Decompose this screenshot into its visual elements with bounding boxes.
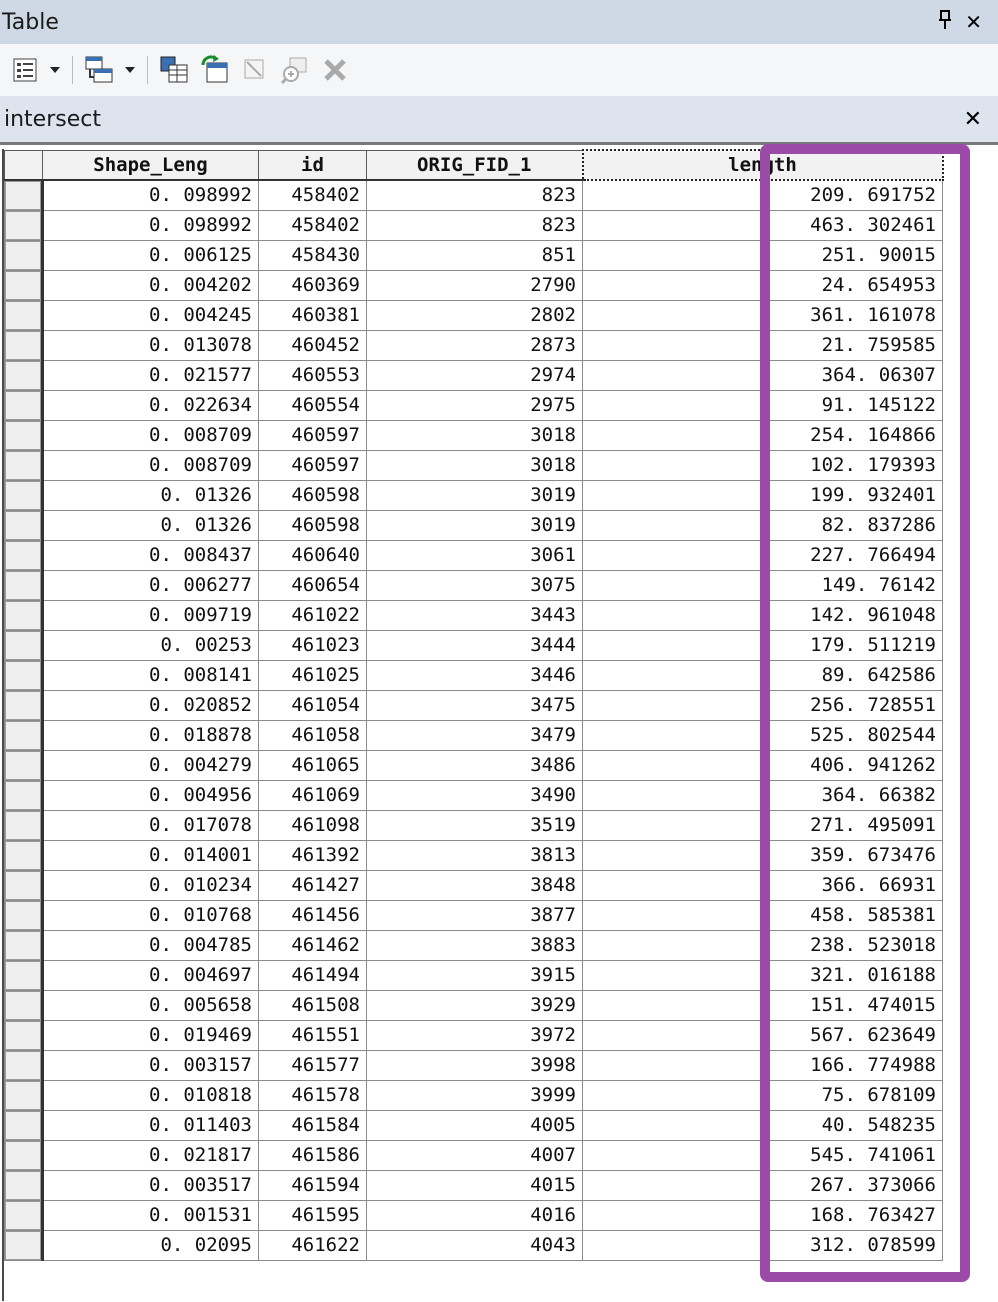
row-selector-box [5, 961, 41, 990]
row-selector[interactable] [5, 1140, 43, 1170]
table-row[interactable] [5, 750, 943, 780]
cell-length[interactable]: 82. 837286 [583, 510, 943, 540]
cell-orig-fid-1[interactable]: 823 [367, 180, 583, 210]
row-selector[interactable] [5, 330, 43, 360]
cell-length[interactable]: 525. 802544 [583, 720, 943, 750]
cell-length[interactable]: 91. 145122 [583, 390, 943, 420]
table-row[interactable] [5, 900, 943, 930]
table-row[interactable] [5, 780, 943, 810]
table-row[interactable] [5, 990, 943, 1020]
row-selector-box [5, 1201, 41, 1230]
cell-length[interactable]: 238. 523018 [583, 930, 943, 960]
table-row[interactable] [5, 1050, 943, 1080]
delete-selected-icon[interactable] [318, 53, 352, 87]
cell-length[interactable]: 406. 941262 [583, 750, 943, 780]
row-selector[interactable] [5, 960, 43, 990]
column-header-orig-fid-1[interactable]: ORIG_FID_1 [367, 150, 583, 180]
table-row[interactable] [5, 720, 943, 750]
cell-orig-fid-1[interactable]: 3446 [367, 660, 583, 690]
cell-shape-leng[interactable]: 0. 003517 [43, 1170, 259, 1200]
cell-id[interactable]: 461551 [259, 1020, 367, 1050]
cell-shape-leng[interactable]: 0. 006125 [43, 240, 259, 270]
cell-shape-leng[interactable]: 0. 021817 [43, 1140, 259, 1170]
cell-length[interactable]: 359. 673476 [583, 840, 943, 870]
pin-icon[interactable] [937, 10, 953, 35]
cell-id[interactable]: 460654 [259, 570, 367, 600]
cell-orig-fid-1[interactable]: 4007 [367, 1140, 583, 1170]
table-row[interactable] [5, 360, 943, 390]
cell-length[interactable]: 142. 961048 [583, 600, 943, 630]
cell-shape-leng[interactable]: 0. 004202 [43, 270, 259, 300]
cell-id[interactable]: 461577 [259, 1050, 367, 1080]
row-selector[interactable] [5, 810, 43, 840]
row-selector-box [5, 781, 41, 810]
cell-orig-fid-1[interactable]: 3519 [367, 810, 583, 840]
row-selector[interactable] [5, 1050, 43, 1080]
cell-id[interactable]: 461456 [259, 900, 367, 930]
table-row[interactable] [5, 960, 943, 990]
cell-id[interactable]: 461069 [259, 780, 367, 810]
row-selector[interactable] [5, 1080, 43, 1110]
cell-shape-leng[interactable]: 0. 022634 [43, 390, 259, 420]
cell-length[interactable]: 151. 474015 [583, 990, 943, 1020]
table-row[interactable] [5, 630, 943, 660]
cell-orig-fid-1[interactable]: 823 [367, 210, 583, 240]
cell-length[interactable]: 89. 642586 [583, 660, 943, 690]
table-row[interactable] [5, 570, 943, 600]
cell-orig-fid-1[interactable]: 3486 [367, 750, 583, 780]
cell-length[interactable]: 271. 495091 [583, 810, 943, 840]
cell-id[interactable]: 460598 [259, 480, 367, 510]
table-row[interactable] [5, 210, 943, 240]
cell-length[interactable]: 40. 548235 [583, 1110, 943, 1140]
cell-id[interactable]: 460554 [259, 390, 367, 420]
cell-shape-leng[interactable]: 0. 011403 [43, 1110, 259, 1140]
cell-orig-fid-1[interactable]: 3018 [367, 420, 583, 450]
cell-length[interactable]: 199. 932401 [583, 480, 943, 510]
cell-orig-fid-1[interactable]: 2974 [367, 360, 583, 390]
cell-orig-fid-1[interactable]: 3061 [367, 540, 583, 570]
select-by-attributes-icon[interactable] [158, 53, 192, 87]
cell-shape-leng[interactable]: 0. 01326 [43, 480, 259, 510]
cell-orig-fid-1[interactable]: 3877 [367, 900, 583, 930]
cell-orig-fid-1[interactable]: 3479 [367, 720, 583, 750]
row-selector[interactable] [5, 1170, 43, 1200]
row-selector[interactable] [5, 240, 43, 270]
cell-shape-leng[interactable]: 0. 004956 [43, 780, 259, 810]
cell-length[interactable]: 168. 763427 [583, 1200, 943, 1230]
cell-orig-fid-1[interactable]: 3490 [367, 780, 583, 810]
cell-id[interactable]: 460640 [259, 540, 367, 570]
cell-length[interactable]: 361. 161078 [583, 300, 943, 330]
cell-orig-fid-1[interactable]: 4005 [367, 1110, 583, 1140]
cell-id[interactable]: 458430 [259, 240, 367, 270]
table-row[interactable] [5, 1020, 943, 1050]
close-icon[interactable]: ✕ [963, 106, 982, 132]
row-selector-box [5, 211, 41, 240]
cell-shape-leng[interactable]: 0. 005658 [43, 990, 259, 1020]
window-titlebar [0, 0, 998, 44]
cell-orig-fid-1[interactable]: 3075 [367, 570, 583, 600]
table-row[interactable] [5, 510, 943, 540]
cell-orig-fid-1[interactable]: 2802 [367, 300, 583, 330]
row-selector[interactable] [5, 1200, 43, 1230]
column-header-shape-leng[interactable]: Shape_Leng [43, 150, 259, 180]
row-selector[interactable] [5, 390, 43, 420]
cell-shape-leng[interactable]: 0. 010818 [43, 1080, 259, 1110]
table-row[interactable] [5, 1200, 943, 1230]
row-selector[interactable] [5, 510, 43, 540]
row-selector-box [5, 241, 41, 270]
row-selector-box [5, 991, 41, 1020]
row-selector-box [5, 451, 41, 480]
row-selector-box [5, 631, 41, 660]
row-selector-box [5, 421, 41, 450]
table-row[interactable] [5, 660, 943, 690]
cell-shape-leng[interactable]: 0. 013078 [43, 330, 259, 360]
cell-shape-leng[interactable]: 0. 003157 [43, 1050, 259, 1080]
cell-shape-leng[interactable]: 0. 014001 [43, 840, 259, 870]
cell-shape-leng[interactable]: 0. 098992 [43, 210, 259, 240]
cell-shape-leng[interactable]: 0. 009719 [43, 600, 259, 630]
row-selector-box [5, 361, 41, 390]
table-row[interactable] [5, 1230, 943, 1260]
cell-id[interactable]: 460369 [259, 270, 367, 300]
table-row[interactable] [5, 270, 943, 300]
dropdown-arrow-icon[interactable] [48, 53, 62, 87]
close-icon[interactable]: ✕ [965, 10, 982, 34]
table-row[interactable] [5, 870, 943, 900]
row-selector-box [5, 1231, 41, 1260]
cell-orig-fid-1[interactable]: 851 [367, 240, 583, 270]
row-selector[interactable] [5, 840, 43, 870]
clear-selection-icon[interactable] [238, 53, 272, 87]
row-selector-header[interactable] [5, 150, 43, 180]
cell-length[interactable]: 21. 759585 [583, 330, 943, 360]
row-selector[interactable] [5, 660, 43, 690]
row-selector-box [5, 1051, 41, 1080]
cell-id[interactable]: 458402 [259, 210, 367, 240]
cell-length[interactable]: 149. 76142 [583, 570, 943, 600]
row-selector-box [5, 1021, 41, 1050]
row-selector[interactable] [5, 780, 43, 810]
row-selector-box [5, 901, 41, 930]
cell-shape-leng[interactable]: 0. 02095 [43, 1230, 259, 1260]
table-row[interactable] [5, 450, 943, 480]
cell-length[interactable]: 545. 741061 [583, 1140, 943, 1170]
toolbar-separator [147, 56, 148, 84]
table-row[interactable] [5, 240, 943, 270]
cell-id[interactable]: 461586 [259, 1140, 367, 1170]
table-header-row [5, 150, 943, 180]
row-selector-box [5, 391, 41, 420]
cell-id[interactable]: 460452 [259, 330, 367, 360]
cell-id[interactable]: 461594 [259, 1170, 367, 1200]
cell-shape-leng[interactable]: 0. 020852 [43, 690, 259, 720]
cell-length[interactable]: 364. 66382 [583, 780, 943, 810]
cell-orig-fid-1[interactable]: 3998 [367, 1050, 583, 1080]
cell-shape-leng[interactable]: 0. 008141 [43, 660, 259, 690]
row-selector-box [5, 331, 41, 360]
cell-length[interactable]: 312. 078599 [583, 1230, 943, 1260]
cell-id[interactable]: 461054 [259, 690, 367, 720]
cell-length[interactable]: 166. 774988 [583, 1050, 943, 1080]
cell-id[interactable]: 461427 [259, 870, 367, 900]
switch-selection-icon[interactable] [198, 53, 232, 87]
cell-id[interactable]: 460597 [259, 450, 367, 480]
row-selector-box [5, 181, 41, 210]
cell-length[interactable]: 251. 90015 [583, 240, 943, 270]
cell-id[interactable]: 460381 [259, 300, 367, 330]
cell-id[interactable]: 461595 [259, 1200, 367, 1230]
table-row[interactable] [5, 930, 943, 960]
row-selector[interactable] [5, 270, 43, 300]
column-header-id[interactable]: id [259, 150, 367, 180]
row-selector[interactable] [5, 570, 43, 600]
row-selector-box [5, 931, 41, 960]
row-selector-box [5, 661, 41, 690]
dropdown-arrow-icon[interactable] [123, 53, 137, 87]
cell-shape-leng[interactable]: 0. 00253 [43, 630, 259, 660]
row-selector[interactable] [5, 210, 43, 240]
row-selector[interactable] [5, 180, 43, 210]
cell-orig-fid-1[interactable]: 4016 [367, 1200, 583, 1230]
row-selector-box [5, 691, 41, 720]
cell-length[interactable]: 458. 585381 [583, 900, 943, 930]
cell-orig-fid-1[interactable]: 3915 [367, 960, 583, 990]
table-options-icon[interactable] [8, 53, 42, 87]
cell-shape-leng[interactable]: 0. 004697 [43, 960, 259, 990]
cell-orig-fid-1[interactable]: 3999 [367, 1080, 583, 1110]
cell-shape-leng[interactable]: 0. 010234 [43, 870, 259, 900]
row-selector[interactable] [5, 360, 43, 390]
cell-id[interactable]: 458402 [259, 180, 367, 210]
window-controls [937, 10, 998, 35]
cell-orig-fid-1[interactable]: 2975 [367, 390, 583, 420]
row-selector-box [5, 871, 41, 900]
cell-shape-leng[interactable]: 0. 010768 [43, 900, 259, 930]
cell-id[interactable]: 461584 [259, 1110, 367, 1140]
row-selector[interactable] [5, 900, 43, 930]
cell-id[interactable]: 461025 [259, 660, 367, 690]
cell-shape-leng[interactable]: 0. 008709 [43, 450, 259, 480]
cell-id[interactable]: 460597 [259, 420, 367, 450]
row-selector-box [5, 571, 41, 600]
cell-orig-fid-1[interactable]: 3019 [367, 480, 583, 510]
cell-id[interactable]: 461508 [259, 990, 367, 1020]
table-row[interactable] [5, 810, 943, 840]
cell-shape-leng[interactable]: 0. 008709 [43, 420, 259, 450]
row-selector[interactable] [5, 630, 43, 660]
column-header-length[interactable]: length [583, 150, 943, 180]
cell-id[interactable]: 461392 [259, 840, 367, 870]
table-tab[interactable] [0, 96, 998, 142]
row-selector[interactable] [5, 300, 43, 330]
cell-id[interactable]: 460553 [259, 360, 367, 390]
cell-shape-leng[interactable]: 0. 006277 [43, 570, 259, 600]
row-selector[interactable] [5, 480, 43, 510]
row-selector[interactable] [5, 420, 43, 450]
table-row[interactable] [5, 1110, 943, 1140]
cell-orig-fid-1[interactable]: 3813 [367, 840, 583, 870]
cell-shape-leng[interactable]: 0. 01326 [43, 510, 259, 540]
row-selector[interactable] [5, 720, 43, 750]
cell-length[interactable]: 321. 016188 [583, 960, 943, 990]
table-tab-name: intersect [4, 106, 101, 132]
row-selector[interactable] [5, 600, 43, 630]
row-selector-box [5, 811, 41, 840]
cell-shape-leng[interactable]: 0. 004245 [43, 300, 259, 330]
cell-orig-fid-1[interactable]: 3019 [367, 510, 583, 540]
table-row[interactable] [5, 390, 943, 420]
cell-orig-fid-1[interactable]: 3929 [367, 990, 583, 1020]
cell-shape-leng[interactable]: 0. 021577 [43, 360, 259, 390]
table-row[interactable] [5, 600, 943, 630]
row-selector[interactable] [5, 690, 43, 720]
cell-shape-leng[interactable]: 0. 004785 [43, 930, 259, 960]
row-selector-box [5, 511, 41, 540]
window-title: Table [2, 9, 59, 35]
cell-id[interactable]: 461065 [259, 750, 367, 780]
row-selector[interactable] [5, 540, 43, 570]
cell-length[interactable]: 567. 623649 [583, 1020, 943, 1050]
row-selector-box [5, 1111, 41, 1140]
table-row[interactable] [5, 1170, 943, 1200]
related-tables-icon[interactable] [83, 53, 117, 87]
row-selector[interactable] [5, 1230, 43, 1260]
table-toolbar [0, 44, 998, 96]
table-row[interactable] [5, 1140, 943, 1170]
row-selector-box [5, 841, 41, 870]
attribute-table [4, 149, 944, 1261]
cell-length[interactable]: 75. 678109 [583, 1080, 943, 1110]
row-selector-box [5, 1171, 41, 1200]
cell-orig-fid-1[interactable]: 4043 [367, 1230, 583, 1260]
zoom-to-selected-icon[interactable] [278, 53, 312, 87]
row-selector-box [5, 541, 41, 570]
cell-length[interactable]: 227. 766494 [583, 540, 943, 570]
cell-orig-fid-1[interactable]: 2873 [367, 330, 583, 360]
cell-shape-leng[interactable]: 0. 001531 [43, 1200, 259, 1230]
cell-length[interactable]: 463. 302461 [583, 210, 943, 240]
table-row[interactable] [5, 1080, 943, 1110]
cell-orig-fid-1[interactable]: 3848 [367, 870, 583, 900]
attribute-grid [0, 142, 998, 1302]
row-selector-box [5, 1081, 41, 1110]
table-row[interactable] [5, 840, 943, 870]
cell-orig-fid-1[interactable]: 4015 [367, 1170, 583, 1200]
cell-length[interactable]: 364. 06307 [583, 360, 943, 390]
grid-area [2, 149, 996, 1301]
cell-length[interactable]: 267. 373066 [583, 1170, 943, 1200]
row-selector-box [5, 271, 41, 300]
row-selector-box [5, 481, 41, 510]
cell-length[interactable]: 24. 654953 [583, 270, 943, 300]
row-selector[interactable] [5, 450, 43, 480]
row-selector[interactable] [5, 930, 43, 960]
cell-orig-fid-1[interactable]: 2790 [367, 270, 583, 300]
row-selector-box [5, 751, 41, 780]
cell-length[interactable]: 209. 691752 [583, 180, 943, 210]
cell-shape-leng[interactable]: 0. 004279 [43, 750, 259, 780]
toolbar-separator [72, 56, 73, 84]
table-row[interactable] [5, 330, 943, 360]
cell-id[interactable]: 461622 [259, 1230, 367, 1260]
row-selector-box [5, 721, 41, 750]
cell-length[interactable]: 366. 66931 [583, 870, 943, 900]
table-row[interactable] [5, 420, 943, 450]
row-selector[interactable] [5, 1020, 43, 1050]
cell-shape-leng[interactable]: 0. 008437 [43, 540, 259, 570]
row-selector-box [5, 1141, 41, 1170]
cell-length[interactable]: 256. 728551 [583, 690, 943, 720]
table-row[interactable] [5, 690, 943, 720]
cell-orig-fid-1[interactable]: 3972 [367, 1020, 583, 1050]
row-selector[interactable] [5, 870, 43, 900]
cell-id[interactable]: 461494 [259, 960, 367, 990]
cell-orig-fid-1[interactable]: 3018 [367, 450, 583, 480]
cell-length[interactable]: 102. 179393 [583, 450, 943, 480]
cell-id[interactable]: 461462 [259, 930, 367, 960]
cell-orig-fid-1[interactable]: 3443 [367, 600, 583, 630]
cell-orig-fid-1[interactable]: 3883 [367, 930, 583, 960]
cell-id[interactable]: 460598 [259, 510, 367, 540]
cell-shape-leng[interactable]: 0. 098992 [43, 180, 259, 210]
cell-length[interactable]: 254. 164866 [583, 420, 943, 450]
row-selector[interactable] [5, 750, 43, 780]
cell-shape-leng[interactable]: 0. 019469 [43, 1020, 259, 1050]
cell-orig-fid-1[interactable]: 3475 [367, 690, 583, 720]
cell-id[interactable]: 461022 [259, 600, 367, 630]
cell-id[interactable]: 461098 [259, 810, 367, 840]
table-row[interactable] [5, 540, 943, 570]
table-row[interactable] [5, 300, 943, 330]
table-row[interactable] [5, 180, 943, 210]
cell-id[interactable]: 461578 [259, 1080, 367, 1110]
row-selector[interactable] [5, 1110, 43, 1140]
row-selector-box [5, 601, 41, 630]
row-selector-box [5, 301, 41, 330]
cell-id[interactable]: 461023 [259, 630, 367, 660]
cell-length[interactable]: 179. 511219 [583, 630, 943, 660]
cell-orig-fid-1[interactable]: 3444 [367, 630, 583, 660]
cell-shape-leng[interactable]: 0. 017078 [43, 810, 259, 840]
table-row[interactable] [5, 480, 943, 510]
cell-shape-leng[interactable]: 0. 018878 [43, 720, 259, 750]
cell-id[interactable]: 461058 [259, 720, 367, 750]
row-selector[interactable] [5, 990, 43, 1020]
